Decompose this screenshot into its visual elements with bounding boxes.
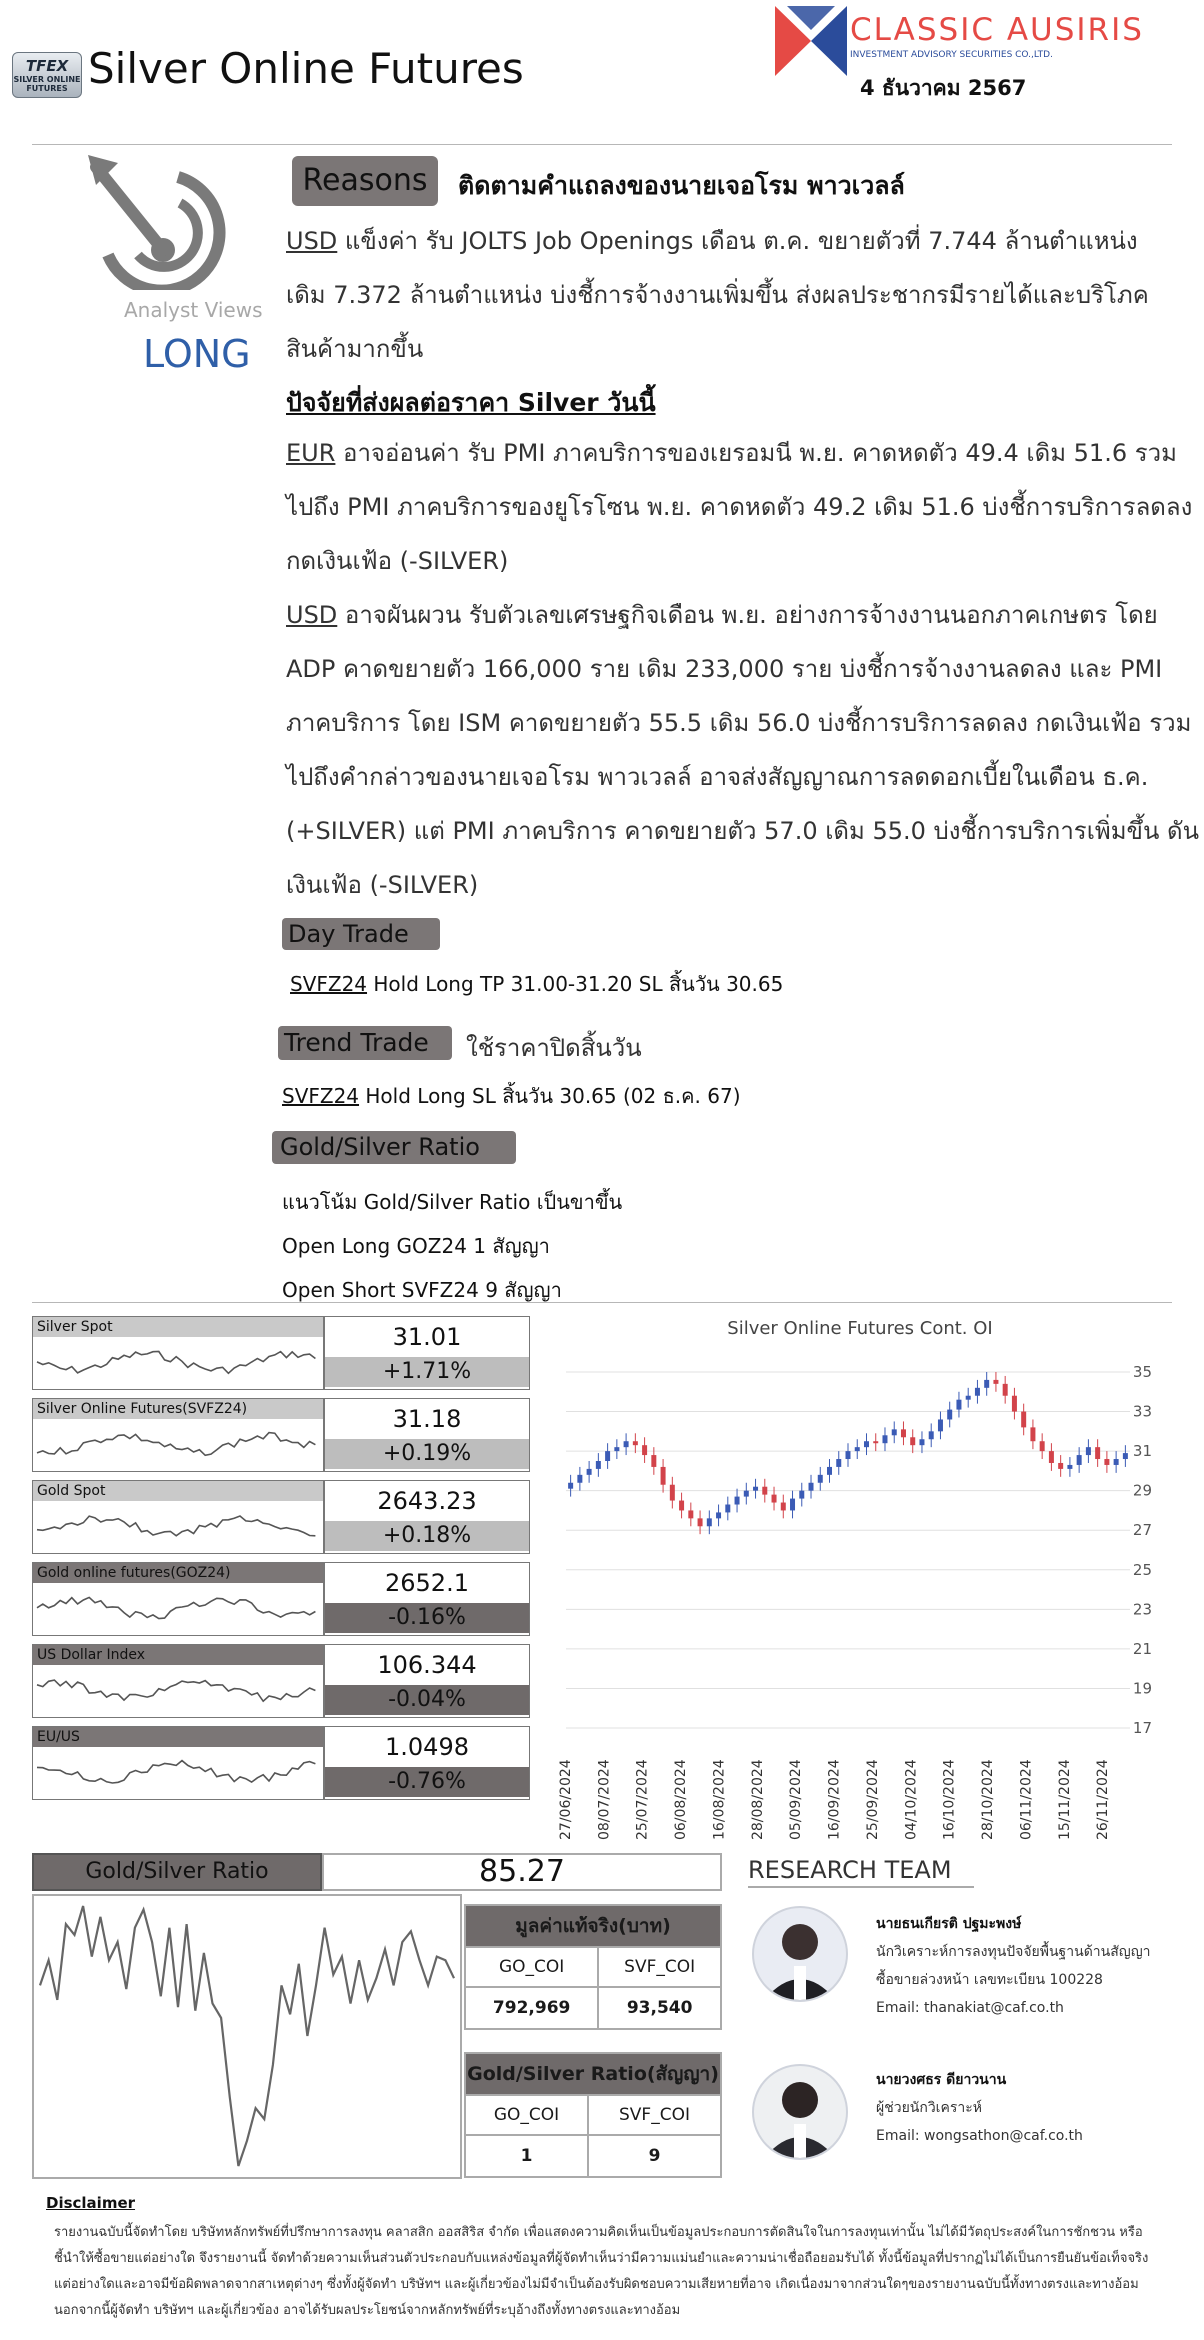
market-sparkline [33,1337,321,1387]
values-svf: 93,540 [598,1987,721,2029]
candle-body [827,1467,832,1475]
market-value: 106.344 [377,1651,477,1679]
candle-body [956,1400,961,1410]
member-2-role: ผู้ช่วยนักวิเคราะห์ [876,2100,982,2116]
candle-body [1067,1465,1072,1469]
candle-body [633,1441,638,1445]
market-sparkline-box [32,1726,324,1800]
brand-subtitle: INVESTMENT ADVISORY SECURITIES CO.,LTD. [850,50,1053,60]
x-tick-label: 06/11/2024 [1018,1759,1035,1840]
market-name: Silver Spot [33,1317,323,1337]
candle-body [762,1487,767,1495]
ratio-label: Gold/Silver Ratio [32,1853,322,1891]
day-trade-text: Hold Long TP 31.00-31.20 SL สิ้นวัน 30.65 [367,972,784,996]
x-tick-label: 16/10/2024 [941,1759,958,1840]
market-panel [32,1562,530,1636]
values-header-go: GO_COI [465,1947,598,1987]
sparkline-path [37,1516,315,1536]
candle-body [947,1410,952,1420]
market-panel [32,1480,530,1554]
market-panel [32,1726,530,1800]
trend-trade-symbol: SVFZ24 [282,1084,360,1108]
reasons-heading: ติดตามคำแถลงของนายเจอโรม พาวเวลล์ [458,171,905,200]
sparkline-path [37,1352,315,1374]
disclaimer-line-3: แต่อย่างใดและอาจมีข้อผิดพลาดจากสาเหตุต่างๆ ซึ่งทั้งผู้จัดทำ บริษัทฯ และผู้เกี่ยวข้องไม่มีจำเป็นต้องรับผิดชอบความเสียหายที่อาจ เกิดเนื่องมาจากส่วนใดๆของรายงานฉบับนี้ทั้งทางตรงและทางอ้อม [54,2277,1139,2292]
x-tick-label: 15/11/2024 [1056,1759,1073,1840]
x-tick-label: 04/10/2024 [903,1759,920,1840]
contracts-svf: 9 [588,2135,721,2177]
market-value: 2652.1 [385,1569,469,1597]
y-tick-label: 29 [1132,1481,1152,1500]
candle-body [1114,1459,1119,1465]
candle-body [624,1441,629,1447]
market-sparkline-box [32,1398,324,1472]
candle-body [772,1495,777,1503]
target-dart-icon [88,155,238,290]
candle-body [882,1435,887,1443]
candlestick-chart [540,1310,1160,1850]
member-2-name: นายวงศธร ดียาวนาน [876,2072,1007,2088]
market-value: 31.01 [392,1323,462,1351]
trend-trade-text: Hold Long SL สิ้นวัน 30.65 (02 ธ.ค. 67) [359,1084,741,1108]
candle-body [688,1510,693,1518]
factors-usd-line-6: เงินเฟ้อ (-SILVER) [286,871,479,899]
market-sparkline [33,1747,321,1797]
values-go: 792,969 [465,1987,598,2029]
x-tick-label: 26/11/2024 [1095,1759,1112,1840]
candle-body [919,1439,924,1445]
factors-eur-paragraph [286,426,1198,588]
market-sparkline-box [32,1644,324,1718]
trend-trade-tag: Trend Trade [278,1026,452,1060]
contracts-header-go: GO_COI [465,2095,588,2135]
candle-body [892,1429,897,1435]
candle-body [855,1447,860,1451]
market-change: -0.16% [325,1603,529,1633]
chart-title: Silver Online Futures Cont. OI [727,1318,993,1339]
reasons-usd-line-2: เดิม 7.372 ล้านตำแหน่ง บ่งชี้การจ้างงานเพิ่มขึ้น ส่งผลประชากรมีรายได้และบริโภค [286,281,1149,309]
market-panel [32,1316,530,1390]
section-divider [32,1302,1172,1303]
x-tick-label: 28/08/2024 [749,1759,766,1840]
disclaimer-text [54,2220,1174,2324]
market-name: Gold Spot [33,1481,323,1501]
candle-body [1040,1441,1045,1451]
candle-body [836,1459,841,1467]
candle-body [864,1441,869,1447]
market-change: +0.18% [325,1521,529,1551]
market-sparkline-box [32,1316,324,1390]
market-quote-box [324,1398,530,1472]
candle-body [1030,1427,1035,1441]
y-tick-label: 25 [1132,1560,1152,1579]
member-1-email: Email: thanakiat@caf.co.th [876,2000,1064,2016]
factors-heading: ปัจจัยที่ส่งผลต่อราคา Silver วันนี้ [286,388,656,417]
factors-eur-line-3: กดเงินเฟ้อ (-SILVER) [286,547,509,575]
candle-body [1021,1412,1026,1428]
candle-body [1104,1459,1109,1465]
ratio-value: 85.27 [322,1853,722,1891]
page-title: Silver Online Futures [88,44,524,93]
market-change: +1.71% [325,1357,529,1387]
candle-body [614,1447,619,1451]
market-value: 1.0498 [385,1733,469,1761]
x-tick-label: 16/08/2024 [711,1759,728,1840]
candle-body [818,1475,823,1483]
ratio-line [40,1906,454,2166]
x-tick-label: 08/07/2024 [596,1759,613,1840]
market-sparkline-box [32,1480,324,1554]
candle-body [651,1455,656,1467]
candle-body [605,1451,610,1461]
usd-label: USD [286,227,338,255]
candle-body [716,1512,721,1518]
x-tick-label: 27/06/2024 [558,1759,574,1840]
candle-body [744,1491,749,1497]
research-member-2 [876,2066,1083,2150]
y-tick-label: 35 [1132,1363,1152,1381]
trend-trade-line [282,1080,741,1112]
tfex-logo-text: TFEX [25,57,69,75]
avatar-analyst-2 [752,2064,848,2160]
research-team-heading: RESEARCH TEAM [748,1856,974,1888]
member-1-name: นายธนเกียรติ ปฐมะพงษ์ [876,1916,1022,1932]
factors-usd-line-4: ไปถึงคำกล่าวของนายเจอโรม พาวเวลล์ อาจส่งสัญญาณการลดดอกเบี้ยในเดือน ธ.ค. [286,763,1149,791]
candle-body [707,1518,712,1526]
values-table-title: มูลค่าแท้จริง(บาท) [465,1905,721,1947]
market-name: EU/US [33,1727,323,1747]
disclaimer-line-4: นอกจากนี้ผู้จัดทำ บริษัทฯ และผู้เกี่ยวข้อง อาจได้รับผลประโยชน์จากหลักทรัพย์ที่ระบุอ้างถึงทั้งทางตรงและทางอ้อม [54,2303,681,2318]
candle-body [1077,1455,1082,1465]
candle-body [1003,1384,1008,1396]
ratio-chart-box [32,1894,462,2179]
candle-body [938,1419,943,1431]
candle-body [781,1503,786,1511]
market-value: 2643.23 [377,1487,477,1515]
market-sparkline [33,1583,321,1633]
y-tick-label: 19 [1132,1679,1152,1698]
factors-eur-line-1: อาจอ่อนค่า รับ PMI ภาคบริการของเยรอมนี พ.ย. คาดหดตัว 49.4 เดิม 51.6 รวม [335,439,1177,467]
market-change: -0.04% [325,1685,529,1715]
candle-body [568,1483,573,1489]
member-1-role: นักวิเคราะห์การลงทุนปัจจัยพื้นฐานด้านสัญญา [876,1944,1151,1960]
tfex-logo-subtext: SILVER ONLINE FUTURES [13,75,81,93]
classic-ausiris-logo-icon [775,6,847,76]
candle-body [1086,1447,1091,1455]
candle-body [661,1467,666,1485]
candle-body [642,1445,647,1455]
day-trade-symbol: SVFZ24 [290,972,368,996]
oi-chart-panel [540,1310,1152,1850]
factors-usd-line-3: ภาคบริการ โดย ISM คาดขยายตัว 55.5 เดิม 56.0 บ่งชี้การบริการลดลง กดเงินเฟ้อ รวม [286,709,1192,737]
market-panel [32,1398,530,1472]
x-tick-label: 25/07/2024 [634,1759,651,1840]
candle-body [910,1437,915,1445]
market-sparkline [33,1419,321,1469]
contracts-header-svf: SVF_COI [588,2095,721,2135]
x-tick-label: 06/08/2024 [673,1759,690,1840]
candle-body [1012,1396,1017,1412]
sparkline-path [37,1433,315,1456]
y-tick-label: 23 [1132,1600,1152,1619]
market-quote-box [324,1726,530,1800]
factors-usd-paragraph [286,588,1198,912]
y-tick-label: 27 [1132,1521,1152,1540]
market-quote-box [324,1480,530,1554]
ratio-strategy-line-1: แนวโน้ม Gold/Silver Ratio เป็นขาขึ้น [282,1190,623,1214]
eur-label: EUR [286,439,336,467]
candle-body [587,1469,592,1475]
disclaimer-title: Disclaimer [46,2194,136,2212]
x-tick-label: 16/09/2024 [826,1759,843,1840]
candle-body [975,1388,980,1396]
candle-body [984,1380,989,1388]
candle-body [1095,1447,1100,1459]
person-icon [754,1908,846,2000]
candle-body [993,1380,998,1384]
market-change: -0.76% [325,1767,529,1797]
market-name: Silver Online Futures(SVFZ24) [33,1399,323,1419]
market-quote-box [324,1644,530,1718]
y-tick-label: 31 [1132,1442,1152,1461]
candle-body [735,1497,740,1505]
trend-trade-note: ใช้ราคาปิดสิ้นวัน [466,1034,642,1062]
factors-eur-line-2: ไปถึง PMI ภาคบริการของยูโรโซน พ.ย. คาดหดตัว 49.2 เดิม 51.6 บ่งชี้การบริการลดลง [286,493,1193,521]
market-name: US Dollar Index [33,1645,323,1665]
candle-body [929,1431,934,1439]
candle-body [799,1491,804,1499]
x-tick-label: 25/09/2024 [864,1759,881,1840]
factors-usd-line-1: อาจผันผวน รับตัวเลขเศรษฐกิจเดือน พ.ย. อย่างการจ้างงานนอกภาคเกษตร โดย [337,601,1158,629]
candle-body [577,1475,582,1483]
day-trade-line [290,968,783,1000]
x-tick-label: 05/09/2024 [788,1759,805,1840]
research-member-1 [876,1910,1151,2022]
ratio-strategy-lines [282,1180,622,1312]
candle-body [725,1505,730,1513]
brand-name: CLASSIC AUSIRIS [850,12,1144,48]
x-tick-label: 28/10/2024 [980,1759,997,1840]
candle-body [1049,1451,1054,1463]
market-sparkline-box [32,1562,324,1636]
market-sparkline [33,1501,321,1551]
candle-body [596,1461,601,1469]
candle-body [901,1429,906,1437]
candle-body [790,1499,795,1511]
candle-body [1058,1463,1063,1469]
candle-body [846,1451,851,1459]
market-change: +0.19% [325,1439,529,1469]
person-icon [754,2066,846,2158]
contracts-table [464,2052,722,2178]
tfex-logo [12,52,82,98]
day-trade-tag: Day Trade [282,918,440,950]
candle-body [698,1518,703,1526]
gold-silver-ratio-tag: Gold/Silver Ratio [272,1131,516,1164]
candle-body [809,1483,814,1491]
candle-body [670,1485,675,1501]
header-divider [32,144,1172,145]
ratio-strategy-line-3: Open Short SVFZ24 9 สัญญา [282,1278,562,1302]
contracts-go: 1 [465,2135,588,2177]
sparkline-path [37,1597,315,1618]
values-header-svf: SVF_COI [598,1947,721,1987]
analyst-view-long: LONG [143,332,251,376]
ratio-line-chart [34,1896,460,2177]
candle-body [966,1396,971,1400]
market-value: 31.18 [392,1405,462,1433]
avatar-analyst-1 [752,1906,848,2002]
report-date: 4 ธันวาคม 2567 [860,76,1027,100]
sparkline-path [37,1680,315,1701]
analyst-views-caption: Analyst Views [124,298,263,322]
market-name: Gold online futures(GOZ24) [33,1563,323,1583]
candle-body [679,1501,684,1511]
disclaimer-line-2: ชี้นำให้ซื้อขายแต่อย่างใด จึงรายงานนี้ จัดทำด้วยความเห็นส่วนตัวประกอบกับแหล่งข้อมูลที่ผู้จัดทำเห็นว่ามีความแม่นยำและความน่าเชื่อถือยอมรับได้ ทั้งนี้ข้อมูลที่ปรากฏไม่ได้เป็นการยืนยันข้อเท็จจริง [54,2251,1149,2266]
ratio-strategy-line-2: Open Long GOZ24 1 สัญญา [282,1234,550,1258]
reasons-usd-paragraph [286,214,1198,376]
member-1-role2: ซื้อขายล่วงหน้า เลขทะเบียน 100228 [876,1972,1103,1988]
factors-usd-line-2: ADP คาดขยายตัว 166,000 ราย เดิม 233,000 ราย บ่งชี้การจ้างงานลดลง และ PMI [286,655,1163,683]
market-quote-box [324,1316,530,1390]
candle-body [1123,1453,1128,1459]
reasons-tag: Reasons [292,156,438,206]
values-table [464,1904,722,2030]
contracts-table-title: Gold/Silver Ratio(สัญญา) [465,2053,721,2095]
market-sparkline [33,1665,321,1715]
reasons-usd-line-3: สินค้ามากขึ้น [286,335,424,363]
disclaimer-line-1: รายงานฉบับนี้จัดทำโดย บริษัทหลักทรัพย์ที่ปรึกษาการลงทุน คลาสสิก ออสสิริส จำกัด เพื่อแสดงความคิดเห็นเป็นข้อมูลประกอบการตัดสินใจในการลงทุนเท่านั้น ไม่ได้มีวัตถุประสงค์ในการชักชวน หรือ [54,2225,1143,2240]
y-tick-label: 21 [1132,1639,1152,1658]
candle-body [873,1441,878,1443]
market-quote-box [324,1562,530,1636]
y-tick-label: 33 [1132,1402,1152,1421]
sparkline-path [37,1761,315,1783]
usd-factor-label: USD [286,601,338,629]
member-2-email: Email: wongsathon@caf.co.th [876,2128,1083,2144]
market-panel [32,1644,530,1718]
factors-usd-line-5: (+SILVER) แต่ PMI ภาคบริการ คาดขยายตัว 57.0 เดิม 55.0 บ่งชี้การบริการเพิ่มขึ้น ดัน [286,817,1199,845]
reasons-usd-line-1: แข็งค่า รับ JOLTS Job Openings เดือน ต.ค. ขยายตัวที่ 7.744 ล้านตำแหน่ง [337,227,1138,255]
candle-body [753,1487,758,1491]
y-tick-label: 17 [1132,1719,1152,1737]
